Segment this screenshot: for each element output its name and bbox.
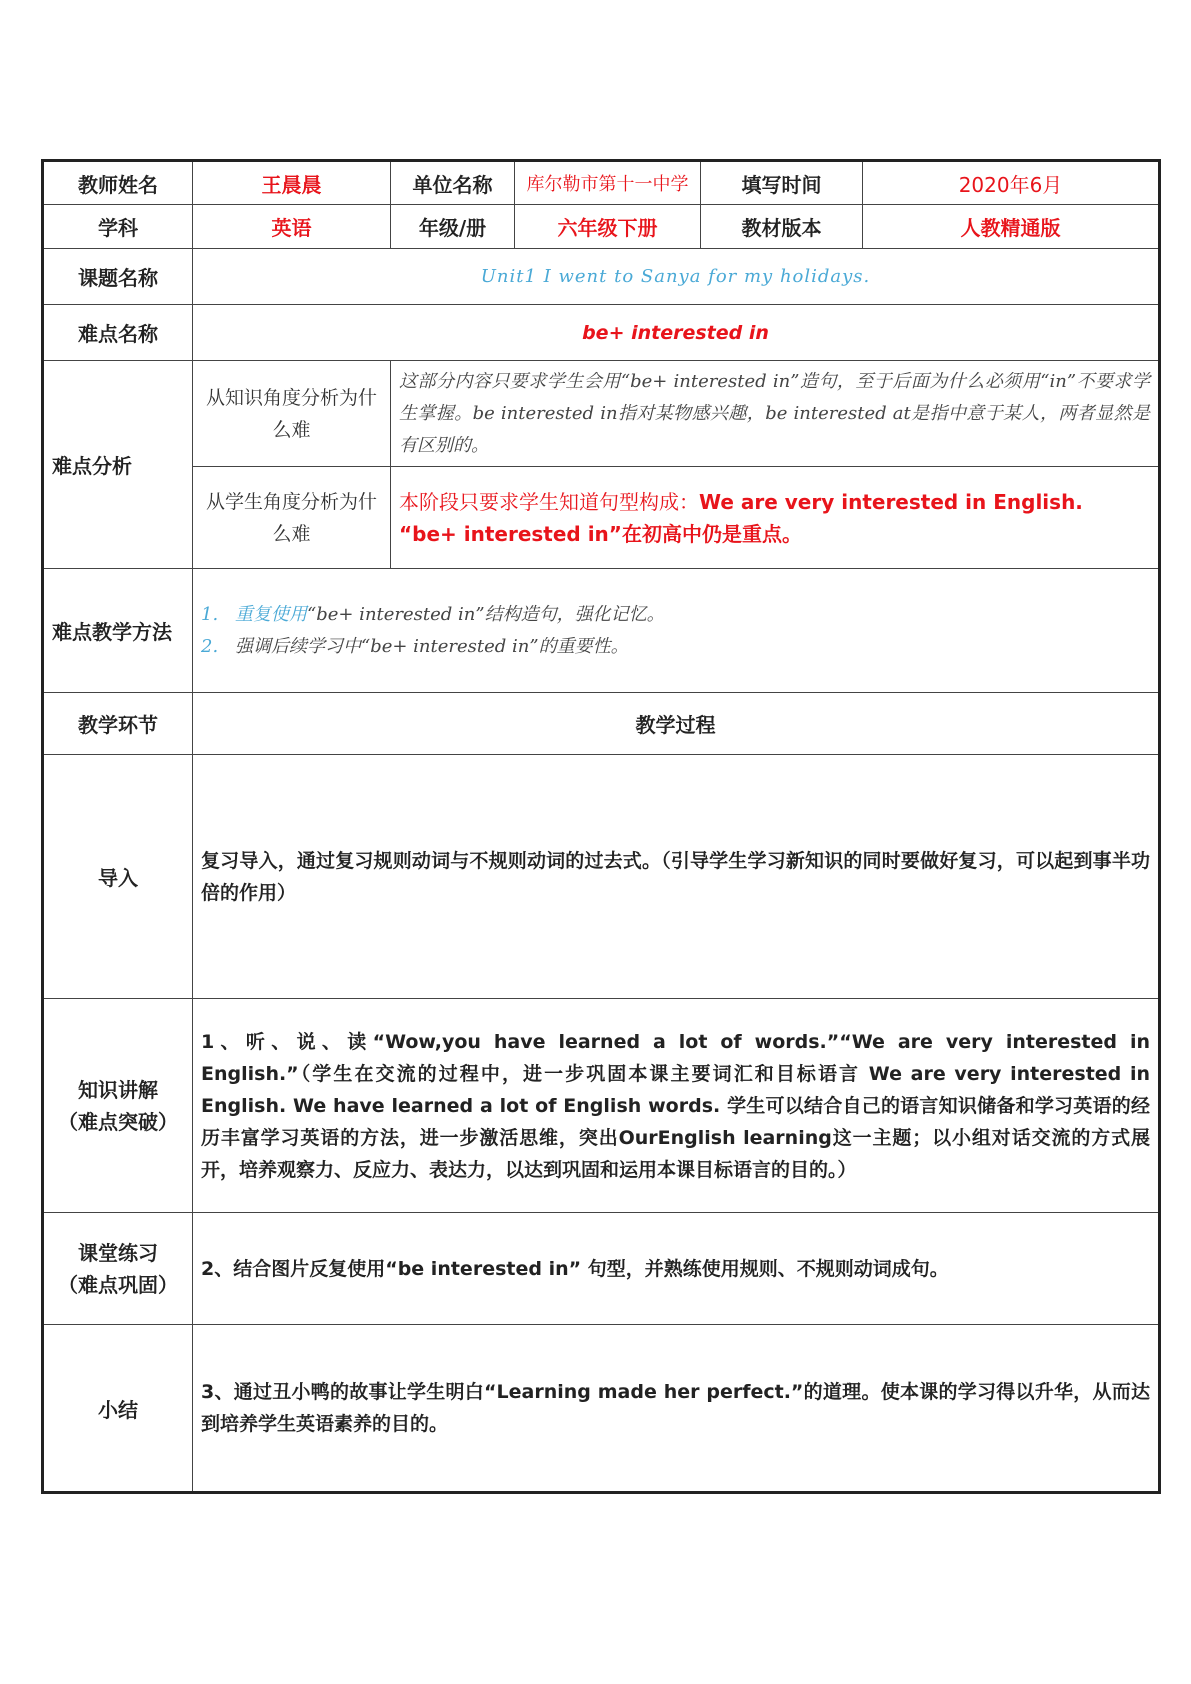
- knowledge-angle-text: 这部分内容只要求学生会用“be+ interested in”造句，至于后面为什么必须用“in”不要求学生掌握。be interested in指对某物感兴趣，be interested at是指中意于某人，两者显然是有区别的。: [391, 361, 1160, 467]
- info-row-1: [43, 161, 1160, 205]
- stage-label-main: 课堂练习: [78, 1240, 158, 1265]
- method-item: [201, 599, 1150, 631]
- subject-label: 学科: [43, 205, 193, 249]
- stage-text: 1、听、说、读“Wow,you have learned a lot of words.”“We are very interested in English.”（学生在交流的过程中，进一步巩固本课主要词汇和目标语言 We are very interested in English. We have learned a lot of English words. 学生可以结合自己的语言知识储备和学习英语的经历丰富学习英语的方法，进一步激活思维，突出OurEnglish learning这一主题；以小组对话交流的方式展开，培养观察力、反应力、表达力，以达到巩固和运用本课目标语言的目的。）: [193, 999, 1160, 1213]
- knowledge-angle-label: 从知识角度分析为什么难: [193, 361, 391, 467]
- edition-label: 教材版本: [701, 205, 863, 249]
- teacher-name-label: 教师姓名: [43, 161, 193, 205]
- subject-value: 英语: [193, 205, 391, 249]
- fill-date-value: 2020年6月: [863, 161, 1160, 205]
- stage-label-sub: （难点突破）: [58, 1109, 178, 1134]
- unit-name-value: 库尔勒市第十一中学: [515, 161, 701, 205]
- methods-list: [193, 569, 1160, 693]
- method-text: 强调后续学习中“be+ interested in”的重要性。: [235, 635, 629, 657]
- analysis-row-student: [43, 467, 1160, 569]
- analysis-row-knowledge: [43, 361, 1160, 467]
- method-text: “be+ interested in”结构造句，强化记忆。: [307, 603, 665, 625]
- unit-name-label: 单位名称: [391, 161, 515, 205]
- method-number: 1.: [201, 603, 219, 625]
- student-angle-text-2: We are very interested in English.: [699, 489, 1083, 514]
- difficulty-value: be+ interested in: [193, 305, 1160, 361]
- methods-row: [43, 569, 1160, 693]
- stage-row-summary: [43, 1325, 1160, 1493]
- stage-label: [43, 1213, 193, 1325]
- grade-value: 六年级下册: [515, 205, 701, 249]
- stage-text: 复习导入，通过复习规则动词与不规则动词的过去式。（引导学生学习新知识的同时要做好复习，可以起到事半功倍的作用）: [193, 755, 1160, 999]
- method-number: 2.: [201, 635, 219, 657]
- fill-date-label: 填写时间: [701, 161, 863, 205]
- stage-label-sub: （难点巩固）: [58, 1272, 178, 1297]
- stage-text: 3、通过丑小鸭的故事让学生明白“Learning made her perfect.”的道理。使本课的学习得以升华，从而达到培养学生英语素养的目的。: [193, 1325, 1160, 1493]
- stage-text: 2、结合图片反复使用“be interested in” 句型，并熟练使用规则、不规则动词成句。: [193, 1213, 1160, 1325]
- stage-label: [43, 999, 193, 1213]
- process-header-row: [43, 693, 1160, 755]
- edition-value: 人教精通版: [863, 205, 1160, 249]
- topic-value: Unit1 I went to Sanya for my holidays.: [193, 249, 1160, 305]
- info-row-2: [43, 205, 1160, 249]
- stage-label: 导入: [43, 755, 193, 999]
- student-angle-text: [391, 467, 1160, 569]
- topic-row: [43, 249, 1160, 305]
- lesson-design-table: [41, 159, 1161, 1494]
- difficulty-row: [43, 305, 1160, 361]
- stage-row-practice: [43, 1213, 1160, 1325]
- student-angle-text-3: “be+ interested in”在初高中仍是重点。: [399, 521, 802, 546]
- analysis-label: 难点分析: [43, 361, 193, 569]
- process-header-label: 教学过程: [193, 693, 1160, 755]
- method-item: [201, 631, 1150, 663]
- method-highlight: 重复使用: [235, 603, 307, 625]
- student-angle-text-1: 本阶段只要求学生知道句型构成：: [399, 489, 699, 514]
- topic-label: 课题名称: [43, 249, 193, 305]
- methods-label: 难点教学方法: [43, 569, 193, 693]
- stage-row-knowledge: [43, 999, 1160, 1213]
- difficulty-label: 难点名称: [43, 305, 193, 361]
- stage-label: 小结: [43, 1325, 193, 1493]
- teacher-name-value: 王晨晨: [193, 161, 391, 205]
- grade-label: 年级/册: [391, 205, 515, 249]
- student-angle-label: 从学生角度分析为什么难: [193, 467, 391, 569]
- stage-row-intro: [43, 755, 1160, 999]
- stage-label-main: 知识讲解: [78, 1077, 158, 1102]
- stage-header-label: 教学环节: [43, 693, 193, 755]
